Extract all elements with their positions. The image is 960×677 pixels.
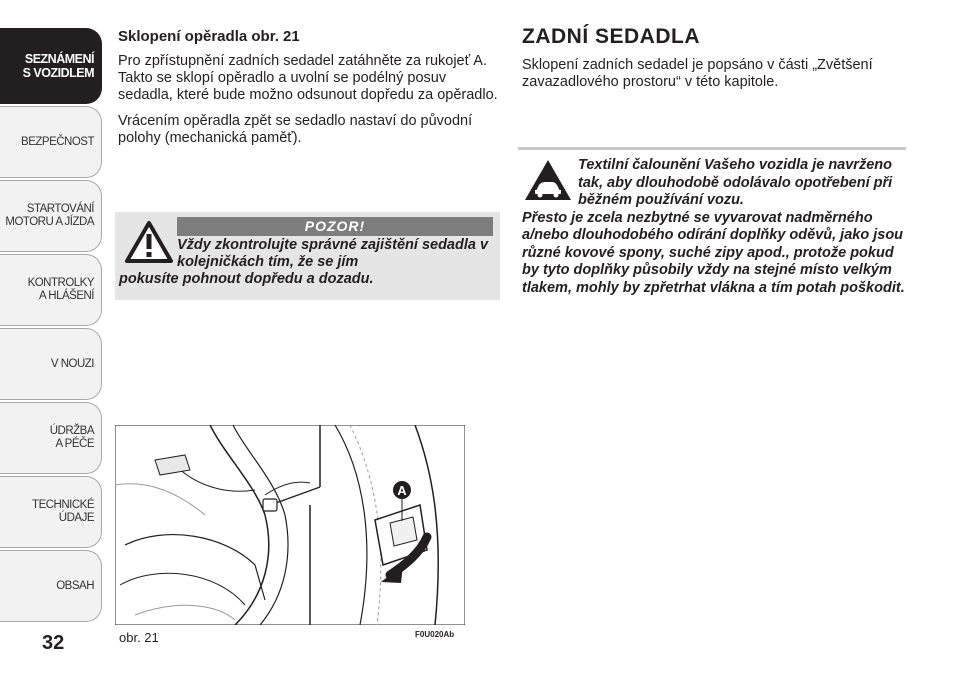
paragraph: Pro zpřístupnění zadních sedadel zatáhněte za rukojeť A. Takto se sklopí opěradlo a uvolní se podélný posuv sedadla, které bude možno odsunout dopředu za opěradlo. <box>118 53 498 103</box>
seat-illustration <box>115 425 465 625</box>
tab-label: V NOUZI <box>50 357 94 370</box>
note-text-full: Přesto je zcela nezbytné se vyvarovat nadměrného a/nebo dlouhodobého odírání doplňky oděvů, jako jsou různé kovové spony, suché zipy apod., protože pokud by tyto doplňky působily vždy na stejné místo velkým tlakem, mohly by zpřetrhat vlákna a tím potah poškodit. <box>522 209 905 296</box>
figure-caption: obr. 21 <box>119 630 159 645</box>
figure-code: F0U020Ab <box>415 630 455 639</box>
figure-seat-lever <box>115 425 465 625</box>
tab-startovani[interactable] <box>0 180 102 252</box>
tab-kontrolky[interactable] <box>0 254 102 326</box>
tab-obsah[interactable] <box>0 550 102 622</box>
left-column <box>118 28 503 156</box>
warning-text-indented: Vždy zkontrolujte správné zajištění sedadla v kolejničkách tím, že se jím <box>177 237 489 270</box>
note-text-indented: Textilní čalounění Vašeho vozidla je navrženo tak, aby dlouhodobě odolávalo opotřebení při běžném používání vozu. <box>578 157 893 208</box>
tab-label: KONTROLKY A HLÁŠENÍ <box>27 277 94 302</box>
tab-technicke[interactable] <box>0 476 102 548</box>
divider <box>518 147 906 150</box>
tab-udrzba[interactable] <box>0 402 102 474</box>
tab-label: OBSAH <box>56 579 94 592</box>
section-subheading: Sklopení opěradla obr. 21 <box>118 28 300 45</box>
care-note <box>522 157 912 297</box>
paragraph: Sklopení zadních sedadel je popsáno v části „Zvětšení zavazadlového prostoru“ v této kapitole. <box>522 57 873 90</box>
callout-label: A <box>397 483 407 498</box>
tab-label: STARTOVÁNÍ MOTORU A JÍZDA <box>5 203 94 228</box>
paragraph: Vrácením opěradla zpět se sedadlo nastaví do původní polohy (mechanická paměť). <box>118 113 473 146</box>
tab-bezpecnost[interactable] <box>0 106 102 178</box>
tab-seznameni[interactable] <box>0 28 102 104</box>
page-number: 32 <box>42 632 65 654</box>
warning-title: POZOR! <box>177 217 493 236</box>
tab-label: BEZPEČNOST <box>21 135 94 148</box>
warning-text <box>119 237 489 288</box>
tab-label: TECHNICKÉ ÚDAJE <box>32 499 94 524</box>
section-heading: ZADNÍ SEDADLA <box>522 25 700 48</box>
warning-box <box>115 212 500 300</box>
tab-label: ÚDRŽBA A PÉČE <box>49 425 94 450</box>
right-column <box>522 25 907 100</box>
warning-text-full: pokusíte pohnout dopředu a dozadu. <box>119 271 374 287</box>
tab-label: SEZNÁMENÍ S VOZIDLEM <box>22 52 94 80</box>
tab-v-nouzi[interactable] <box>0 328 102 400</box>
